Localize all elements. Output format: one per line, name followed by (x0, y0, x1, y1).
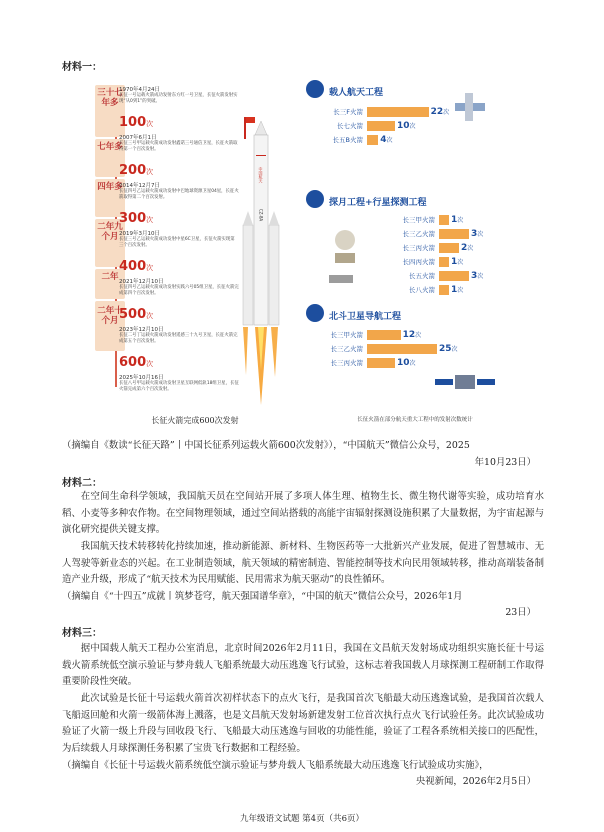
period-label: 二年十个月 (97, 306, 123, 326)
chart-title: 北斗卫星导航工程 (329, 312, 402, 322)
bar-value-label: 1次 (451, 215, 464, 225)
bar (367, 358, 395, 368)
bar-category-label: 长四丙火箭 (402, 258, 435, 266)
bar-category-label: 长三F火箭 (333, 108, 363, 116)
material2-paragraph-1: 在空间生命科学领域，我国航天员在空间站开展了多项人体生理、植物生长、微生物代谢等实验，成功培育水稻、小麦等多种农作物。在空间物理领域，通过空间站搭载的高能宇宙辐射探测设施积累了大量数据，为宇宙起源与演化研究提供关键支撑。 (62, 491, 544, 535)
material3-citation: （摘编自《长征十号运载火箭系统低空演示验证与梦舟载人飞船系统最大动压逃逸飞行试验成功实施》， (62, 760, 489, 771)
event-text: 长征三号乙运载火箭成功发射中星6C卫星，长征火箭实现第三个百次发射。 (119, 237, 235, 248)
event-text: 长征二号丁运载火箭成功发射遥感三十九号卫星，长征火箭完成第五个百次发射。 (119, 333, 238, 344)
bar-category-label: 长五B火箭 (332, 136, 363, 144)
booster-nose (269, 211, 279, 225)
page-footer: 九年级语文试题 第4页（共6页） (239, 814, 365, 824)
event-date: 2014年12月7日 (119, 183, 160, 189)
material2-heading: 材料二： (62, 478, 102, 489)
bar-category-label: 长三乙火箭 (330, 345, 363, 353)
bar (367, 135, 378, 145)
rocket-illustration (233, 115, 283, 415)
bar-value-label: 25次 (439, 344, 458, 354)
bar (367, 121, 395, 131)
timeline-event (119, 85, 239, 104)
launch-count: 400次 (119, 259, 154, 274)
material2-paragraph-2: 我国航天技术转移转化持续加速，推动新能源、新材料、生物医药等一大批新兴产业发展，促进了智慧城市、无人驾驶等新业态的兴起。在工业制造领域，航天领域的精密制造、智能控制等技术向民用领域转移，推动高端装备制造产业升级，形成了“航天技术为民用赋能、民用需求为航天驱动”的良性循环。 (62, 541, 544, 585)
event-date: 1970年4月24日 (119, 87, 160, 93)
event-text: 长征四号乙运载火箭成功发射中巴地球资源卫星04星，长征火箭取得第二个百次发射。 (119, 189, 239, 200)
exhaust-flame (271, 327, 278, 377)
rocket-nose (255, 121, 267, 135)
bar-value-label: 4次 (380, 135, 393, 145)
event-date: 2007年6月1日 (119, 135, 157, 141)
bar (439, 243, 459, 253)
bar (439, 257, 449, 267)
launch-count: 100次 (119, 115, 154, 130)
rocket-stripe (256, 155, 266, 156)
event-date: 2021年12月10日 (119, 279, 164, 285)
bar-category-label: 长五火箭 (409, 272, 435, 280)
space-station-icon (455, 93, 485, 121)
satellite-icon (435, 375, 495, 389)
booster-nose (243, 211, 253, 225)
event-text: 长征一号运载火箭成功发射东方红一号卫星，长征火箭发射实现“从0到1”的突破。 (119, 93, 238, 104)
material3-paragraph-1: 据中国载人航天工程办公室消息，北京时间2026年2月11日，我国在文昌航天发射场成功组织实施长征十号运载火箭系统低空演示验证与梦舟载人飞船系统最大动压逃逸飞行试验，这标志着我国载人月球探测工程研制工作取得重要阶段性突破。 (62, 643, 544, 687)
material1-citation-end: 年10月23日） (474, 457, 536, 468)
booster-left (243, 225, 253, 325)
period-label: 二年九个月 (97, 222, 123, 242)
launch-count: 300次 (119, 211, 154, 226)
timeline-event (119, 373, 239, 392)
section-marker (306, 190, 324, 208)
right-figure-caption: 长征火箭在部分航天重大工程中的发射次数统计 (357, 417, 473, 423)
rocket-label: 中国航天 (258, 167, 264, 183)
material3-paragraph-2: 此次试验是长征十号运载火箭首次初样状态下的点火飞行，是我国首次飞船最大动压逃逸试验，是我国首次载人飞船返回舱和火箭一级箭体海上溅落，也是文昌航天发射场新建发射工位首次执行点火飞行试验任务。此次试验成功验证了火箭一级上升段与回收段飞行、飞船最大动压逃逸与回收的功能性能，验证了工程各系统相关接口的匹配性，为后续载人月球探测任务积累了宝贵飞行数据和工程经验。 (62, 693, 544, 754)
period-label: 三十七年多 (97, 88, 123, 108)
bar-category-label: 长三甲火箭 (330, 331, 363, 339)
bar-value-label: 10次 (397, 358, 416, 368)
bar-value-label: 12次 (402, 330, 422, 340)
bar (367, 107, 429, 117)
material3-citation-end: 央视新闻，2026年2月5日） (415, 776, 536, 787)
bar-value-label: 3次 (471, 271, 484, 281)
bar-value-label: 3次 (471, 229, 484, 239)
timeline-event (119, 325, 239, 344)
bar-value-label: 1次 (451, 285, 464, 295)
bar-category-label: 长三丙火箭 (330, 359, 363, 367)
material1-citation: （摘编自《数读“长征天路”丨中国长征系列运载火箭600次发射》），“中国航天”微信公众号，2025 (62, 440, 470, 451)
timeline-event (119, 133, 239, 152)
bar-value-label: 22次 (430, 107, 450, 117)
material1-heading: 材料一： (62, 62, 102, 73)
event-date: 2023年12月10日 (119, 327, 164, 333)
period-label: 二年 (101, 272, 119, 282)
bar (439, 229, 469, 239)
bar-category-label: 长七火箭 (337, 122, 363, 130)
booster-right (269, 225, 279, 325)
flag-pole (244, 117, 246, 139)
bar (439, 285, 449, 295)
bar-value-label: 2次 (461, 243, 474, 253)
bar (367, 344, 437, 354)
chart-title: 探月工程+行星探测工程 (329, 198, 427, 208)
launch-stats-figure (305, 75, 505, 430)
section-marker (306, 304, 324, 322)
event-date: 2025年10月16日 (119, 375, 164, 381)
launch-count: 600次 (119, 355, 154, 370)
event-text: 长征四号乙运载火箭成功发射实践六号05组卫星，长征火箭完成第四个百次发射。 (119, 285, 239, 296)
period-label: 七年多 (97, 142, 123, 152)
material2-citation-end: 23日） (505, 607, 536, 618)
chart-title: 载人航天工程 (329, 88, 384, 98)
bar (367, 330, 401, 340)
rocket-code: CZ-8A (258, 208, 264, 222)
event-text: 长征三号甲运载火箭成功发射鑫诺三号通信卫星，长征火箭取得第一个百次发射。 (119, 141, 238, 152)
exhaust-flame (243, 327, 248, 375)
lunar-lander-icon (335, 230, 355, 263)
timeline-event (119, 277, 239, 296)
launch-count: 200次 (119, 163, 154, 178)
bar (439, 271, 469, 281)
rover-icon (329, 275, 353, 283)
bar-category-label: 长八火箭 (409, 286, 435, 294)
section-marker (306, 80, 324, 98)
rocket-core (254, 135, 268, 325)
event-date: 2019年3月10日 (119, 231, 160, 237)
period-label: 四年多 (97, 182, 123, 192)
left-figure-caption: 长征火箭完成600次发射 (151, 416, 239, 425)
material2-citation: （摘编自《“十四五”成就丨筑梦苍穹，航天强国谱华章》，“中国的航天”微信公众号，2026年1月 (62, 591, 463, 602)
launch-count: 500次 (119, 307, 154, 322)
bar (439, 215, 449, 225)
bar-category-label: 长三甲火箭 (402, 216, 435, 224)
bar-category-label: 长三丙火箭 (402, 244, 435, 252)
flag (246, 117, 255, 123)
material3-heading: 材料三： (62, 628, 102, 639)
event-text: 长征八号甲运载火箭成功发射卫星互联网低轨18组卫星，长征火箭完成第六个百次发射。 (119, 381, 239, 392)
bar-category-label: 长三乙火箭 (402, 230, 435, 238)
timeline-event (119, 181, 239, 200)
timeline-figure (95, 75, 295, 430)
timeline-event (119, 229, 239, 248)
bar-value-label: 1次 (451, 257, 464, 267)
bar-value-label: 10次 (397, 121, 416, 131)
